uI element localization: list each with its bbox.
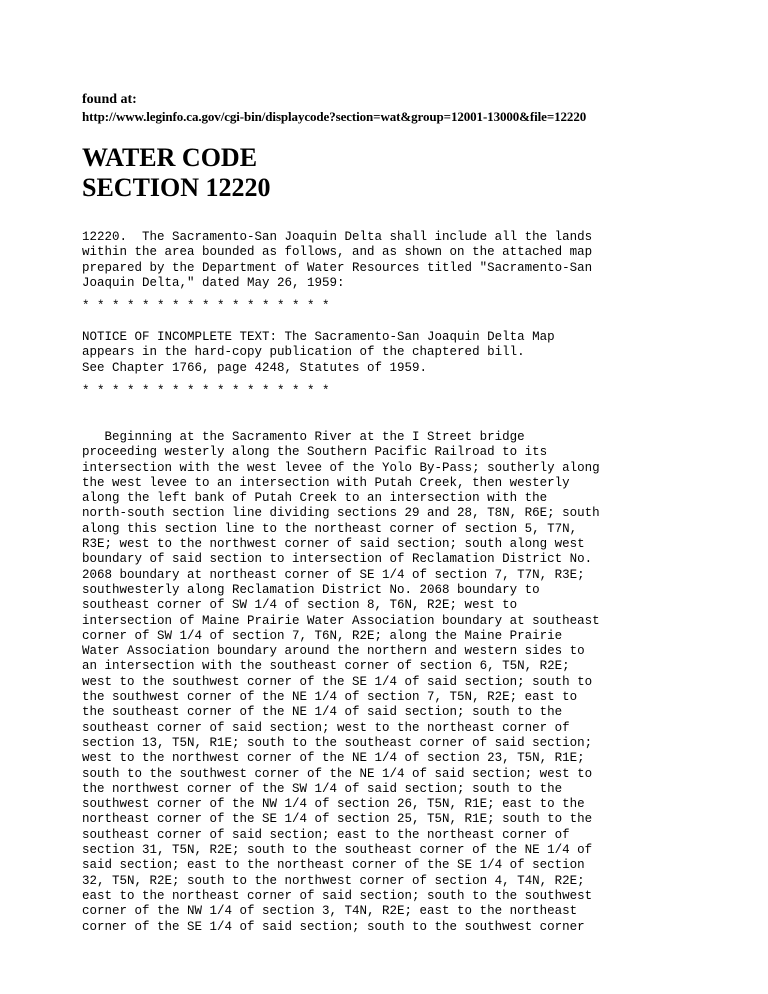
title-line-2: SECTION 12220 [82,173,271,202]
separator-bottom: * * * * * * * * * * * * * * * * * [82,384,330,398]
source-label: found at: [82,92,137,107]
section-intro-text: 12220. The Sacramento-San Joaquin Delta shall include all the lands within the area bounded as follows, and as shown on the attached map prepared by the Department of Water Resources titled "Sacramento-San Joaquin Delta," dated May 26, 1959: [82,230,593,290]
title-line-1: WATER CODE [82,143,258,172]
page-title [82,143,271,203]
incomplete-text-notice: NOTICE OF INCOMPLETE TEXT: The Sacramento-San Joaquin Delta Map appears in the hard-copy publication of the chaptered bill. See Chapter 1766, page 4248, Statutes of 1959. [82,330,555,375]
source-url: http://www.leginfo.ca.gov/cgi-bin/displaycode?section=wat&group=12001-13000&file=12220 [82,109,587,124]
boundary-description-text: Beginning at the Sacramento River at the I Street bridge proceeding westerly along the Southern Pacific Railroad to its intersection with the west levee of the Yolo By-Pass; southerly along the west levee to an intersection with Putah Creek, then westerly along the left bank of Putah Creek to an intersection with the north-south section line dividing sections 29 and 28, T8N, R6E; south along this section line to the northeast corner of section 5, T7N, R3E; west to the northwest corner of said section; south along west boundary of said section to intersection of Reclamation District No. 2068 boundary at northeast corner of SE 1/4 of section 7, T7N, R3E; southwesterly along Reclamation District No. 2068 boundary to southeast corner of SW 1/4 of section 8, T6N, R2E; west to intersection of Maine Prairie Water Association boundary at southeast corner of SW 1/4 of section 7, T6N, R2E; along the Maine Prairie Water Association boundary around the northern and western sides to an intersection with the southeast corner of section 6, T5N, R2E; west to the southwest corner of the SE 1/4 of said section; south to the southwest corner of the NE 1/4 of section 7, T5N, R2E; east to the southeast corner of the NE 1/4 of said section; south to the southeast corner of said section; west to the northeast corner of section 13, T5N, R1E; south to the southeast corner of said section; west to the northwest corner of the NE 1/4 of section 23, T5N, R1E; south to the southwest corner of the NE 1/4 of said section; west to the northwest corner of the SW 1/4 of said section; south to the southwest corner of the NW 1/4 of section 26, T5N, R1E; east to the northeast corner of the SE 1/4 of section 25, T5N, R1E; south to the southeast corner of said section; east to the northeast corner of section 31, T5N, R2E; south to the southeast corner of the NE 1/4 of said section; east to the northeast corner of the SE 1/4 of section 32, T5N, R2E; south to the northwest corner of section 4, T4N, R2E; east to the northeast corner of said section; south to the southwest corner of the NW 1/4 of section 3, T4N, R2E; east to the northeast corner of the SE 1/4 of said section; south to the southwest corner [82,430,600,934]
separator-top: * * * * * * * * * * * * * * * * * [82,299,330,313]
